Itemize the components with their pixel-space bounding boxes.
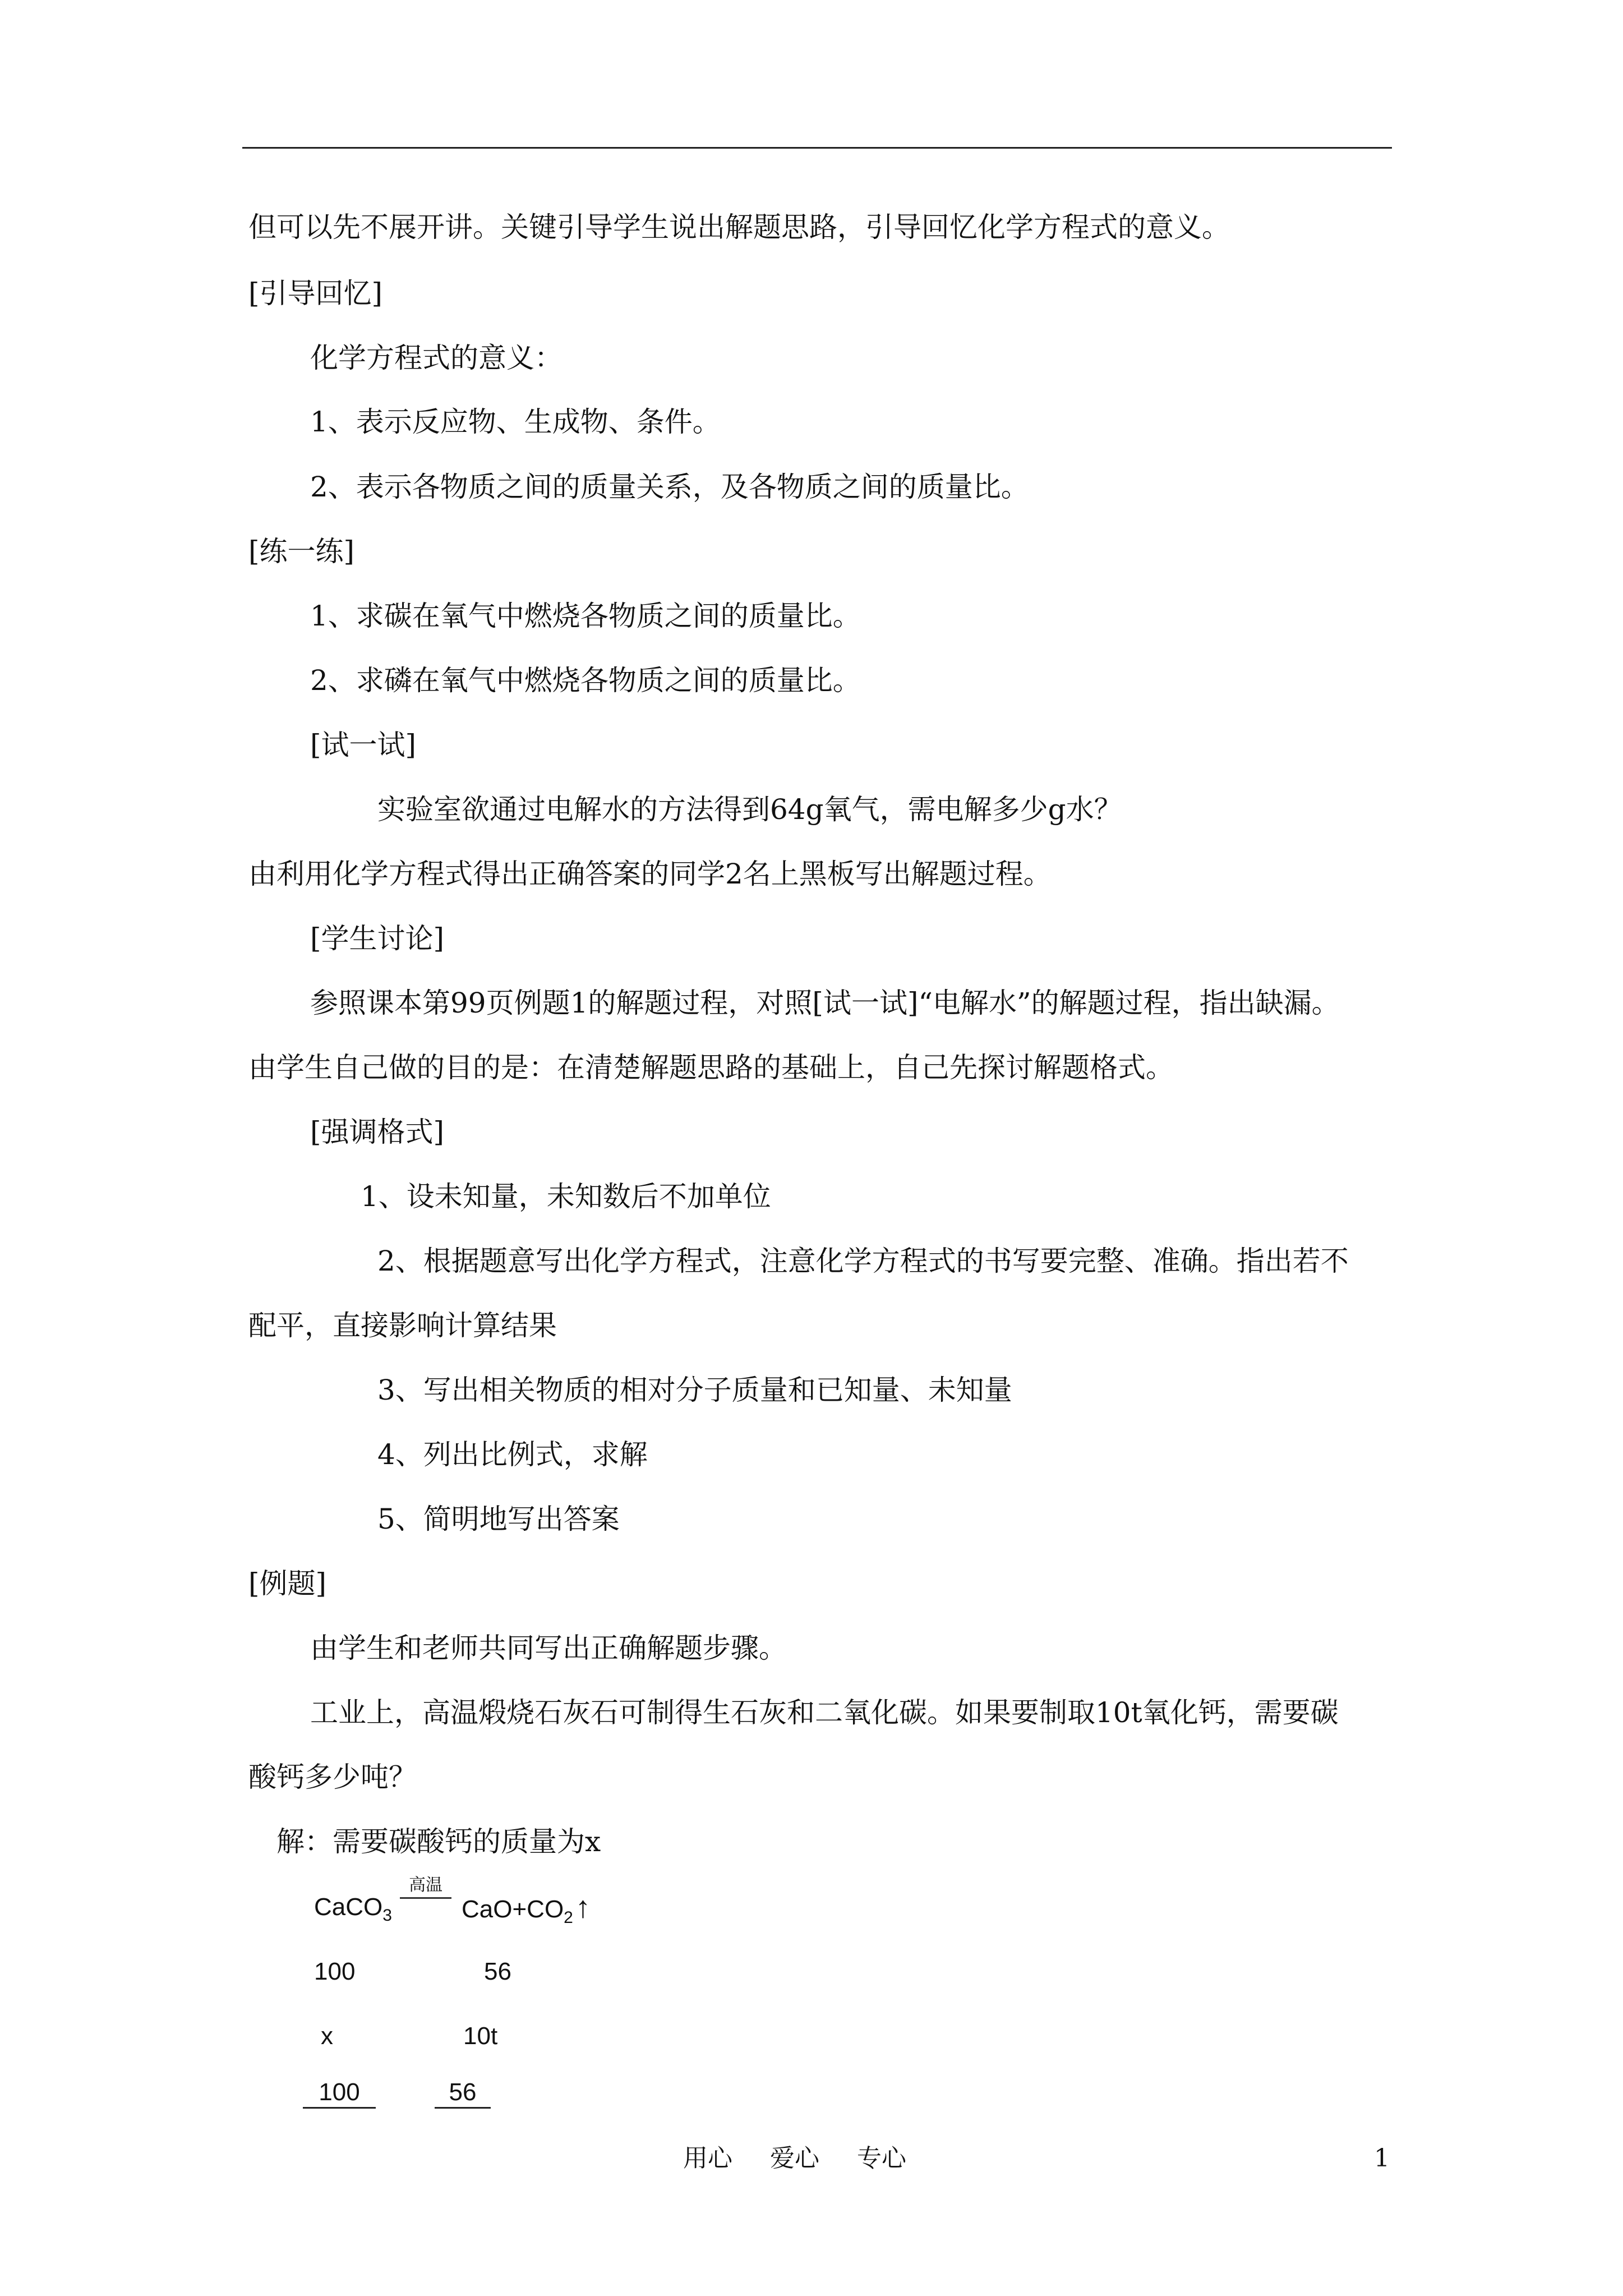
list-item: 2、根据题意写出化学方程式，注意化学方程式的书写要完整、准确。指出若不 — [377, 1245, 1349, 1277]
footer-motto-1: 用心 — [683, 2144, 732, 2173]
molar-mass-left: 100 — [314, 1958, 356, 1985]
section-heading-practice: [练一练] — [248, 535, 355, 568]
section-heading-discussion: [学生讨论] — [310, 922, 445, 955]
equation-reactant — [314, 1890, 392, 1932]
paragraph-line: 由利用化学方程式得出正确答案的同学2名上黑板写出解题过程。 — [248, 858, 1052, 890]
list-item: 1、设未知量，未知数后不加单位 — [361, 1180, 771, 1213]
list-item: 2、表示各物质之间的质量关系，及各物质之间的质量比。 — [310, 471, 1029, 503]
section-heading-format: [强调格式] — [310, 1116, 445, 1148]
paragraph-line: 化学方程式的意义： — [310, 342, 562, 374]
list-item: 1、表示反应物、生成物、条件。 — [310, 406, 721, 438]
paragraph-line: 由学生和老师共同写出正确解题步骤。 — [310, 1632, 787, 1664]
paragraph-line: 由学生自己做的目的是：在清楚解题思路的基础上，自己先探讨解题格式。 — [248, 1051, 1174, 1084]
list-item: 1、求碳在氧气中燃烧各物质之间的质量比。 — [310, 600, 861, 632]
fraction-numerator-right: 56 — [435, 2078, 491, 2109]
section-heading-guided-recall: [引导回忆] — [248, 277, 383, 310]
paragraph-line: 实验室欲通过电解水的方法得到64g氧气，需电解多少g水？ — [377, 793, 1122, 826]
paragraph-line: 参照课本第99页例题1的解题过程，对照[试一试]“电解水”的解题过程，指出缺漏。 — [310, 987, 1340, 1019]
fraction-numerator-left: 100 — [303, 2078, 376, 2109]
page-number: 1 — [1374, 2144, 1390, 2173]
section-heading-try: [试一试] — [310, 729, 417, 761]
equation-products — [462, 1890, 591, 1935]
paragraph-line: 但可以先不展开讲。关键引导学生说出解题思路，引导回忆化学方程式的意义。 — [248, 211, 1230, 243]
reactant-subscript: 3 — [382, 1906, 392, 1925]
header-rule — [242, 147, 1392, 149]
paragraph-line: 工业上，高温煅烧石灰石可制得生石灰和二氧化碳。如果要制取10t氧化钙，需要碳 — [310, 1696, 1339, 1729]
list-item: 5、简明地写出答案 — [377, 1503, 620, 1535]
footer-motto-2: 爱心 — [770, 2144, 819, 2173]
list-item: 2、求磷在氧气中燃烧各物质之间的质量比。 — [310, 664, 861, 697]
footer-motto-3: 专心 — [857, 2144, 906, 2173]
molar-mass-right: 56 — [484, 1958, 511, 1985]
gas-arrow-icon: ↑ — [575, 1890, 591, 1924]
list-item: 4、列出比例式，求解 — [377, 1438, 648, 1471]
unknown-left: x — [321, 2022, 333, 2050]
reaction-condition: 高温 — [400, 1876, 451, 1899]
product-subscript: 2 — [564, 1908, 573, 1927]
reactant-formula: CaCO — [314, 1893, 383, 1921]
list-item: 3、写出相关物质的相对分子质量和已知量、未知量 — [377, 1374, 1012, 1406]
paragraph-line: 配平，直接影响计算结果 — [248, 1309, 557, 1342]
paragraph-line: 酸钙多少吨？ — [248, 1761, 417, 1793]
product-formula: CaO+CO — [462, 1895, 564, 1923]
known-right: 10t — [463, 2022, 498, 2050]
solution-line: 解：需要碳酸钙的质量为x — [276, 1825, 601, 1858]
section-heading-example: [例题] — [248, 1567, 327, 1600]
